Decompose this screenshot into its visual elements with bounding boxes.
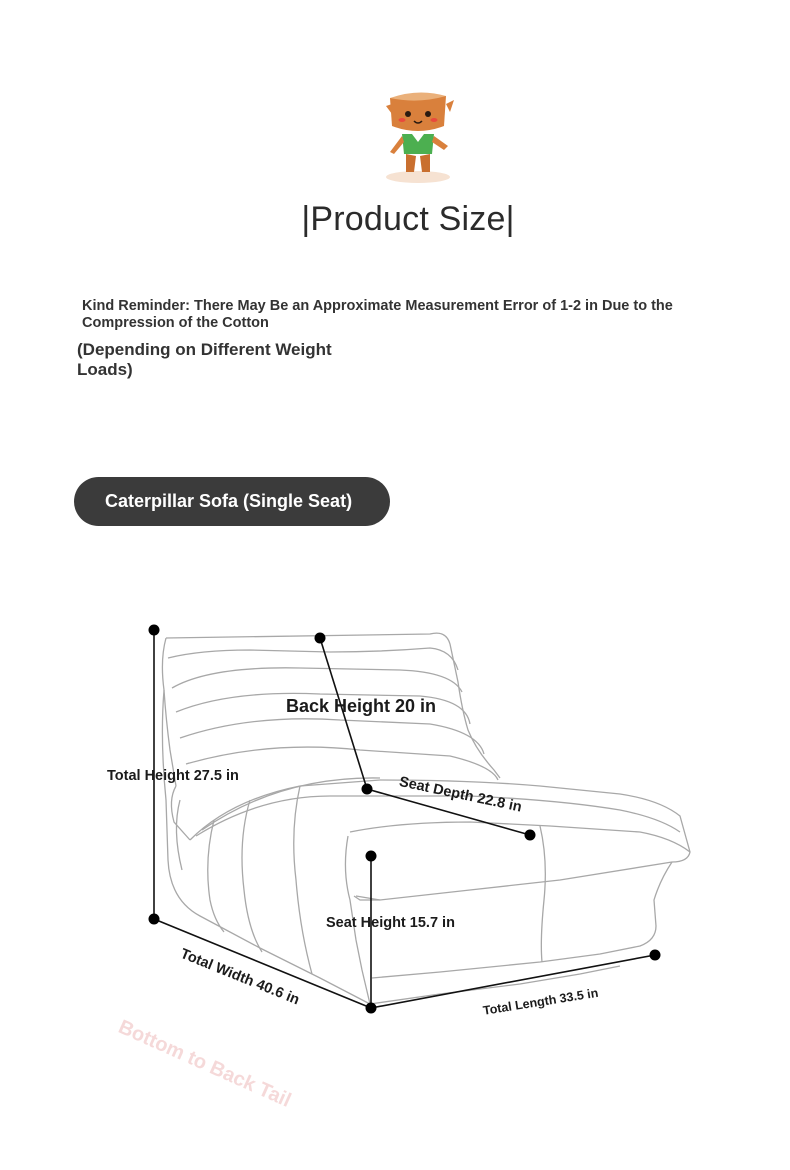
- tree-stump-mascot-icon: [376, 84, 460, 188]
- page-title: |Product Size|: [301, 200, 515, 238]
- dimension-point: [525, 830, 536, 841]
- dimension-point: [366, 851, 377, 862]
- dimension-point: [315, 633, 326, 644]
- total-width-label: Total Width 40.6 in: [178, 946, 302, 1009]
- dimension-point: [149, 914, 160, 925]
- dimension-point: [650, 950, 661, 961]
- measurement-reminder: Kind Reminder: There May Be an Approximate Measurement Error of 1-2 in Due to the Compression of the Cotton: [82, 298, 673, 331]
- sofa-dimension-diagram: [0, 600, 790, 1100]
- dimension-point: [366, 1003, 377, 1014]
- product-name-badge: Caterpillar Sofa (Single Seat): [74, 477, 390, 526]
- dimension-point: [362, 784, 373, 795]
- dimension-point: [149, 625, 160, 636]
- seat-height-label: Seat Height 15.7 in: [326, 915, 455, 931]
- back-height-label: Back Height 20 in: [286, 696, 437, 716]
- seat-depth-label: Seat Depth 22.8 in: [397, 774, 524, 816]
- watermark-text: Bottom to Back Tail: [115, 1016, 295, 1112]
- total-height-label: Total Height 27.5 in: [107, 768, 239, 784]
- weight-note: (Depending on Different Weight Loads): [77, 340, 332, 379]
- total-length-label: Total Length 33.5 in: [482, 985, 600, 1018]
- sofa-outline: [0, 600, 790, 1100]
